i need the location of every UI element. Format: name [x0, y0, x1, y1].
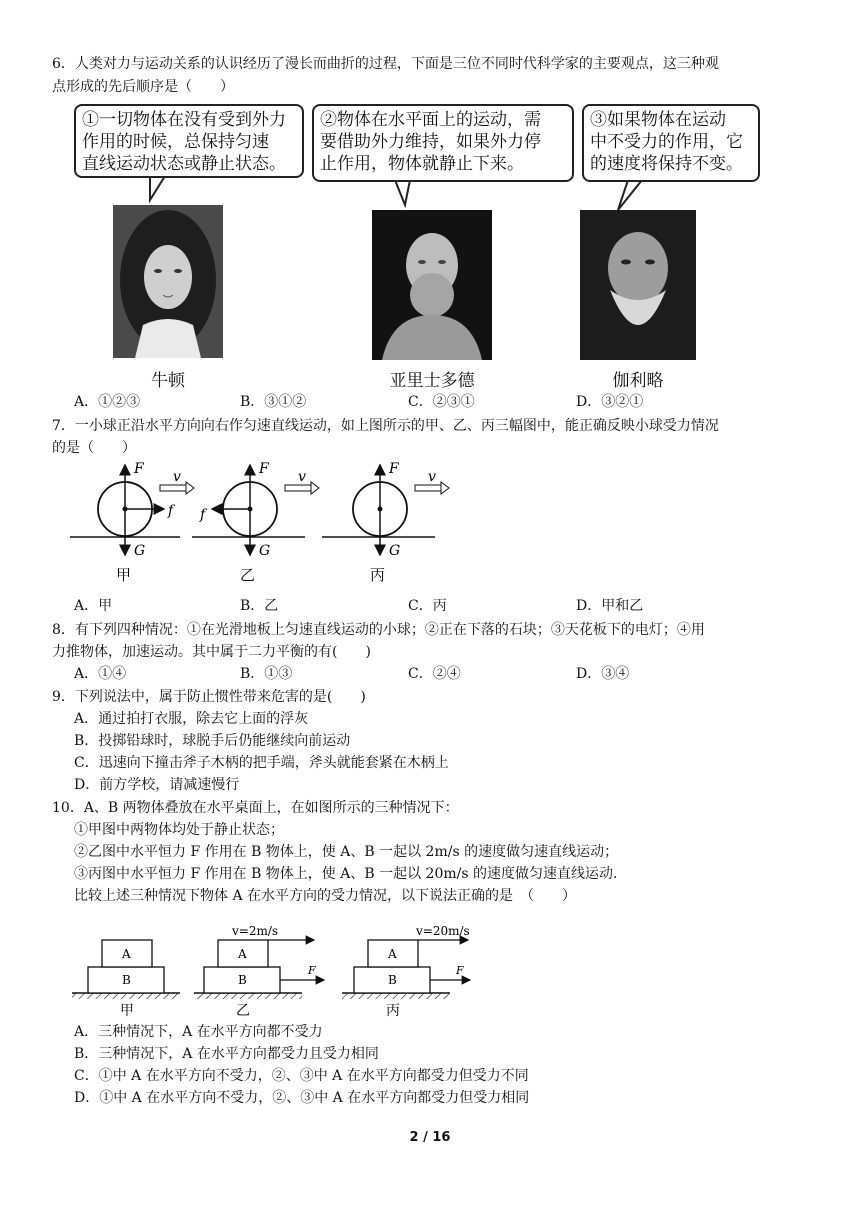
block-diagram-jia [72, 940, 180, 1019]
q6-stem-line2: 点形成的先后顺序是（ ） [52, 79, 234, 95]
q8-option-a[interactable]: A．①④ [74, 666, 127, 682]
svg-text:B: B [238, 973, 247, 987]
yi-G-label: G [259, 543, 271, 559]
bing-F-label: F [389, 461, 399, 477]
q6-bubble-galileo: ③如果物体在运动 中不受力的作用，它 的速度将保持不变。 [582, 104, 760, 182]
svg-text:A: A [238, 947, 247, 961]
q9-stem: 9．下列说法中，属于防止惯性带来危害的是( ) [52, 689, 366, 705]
aristotle-name: 亚里士多德 [389, 371, 475, 391]
q8-stem-line2: 力推物体，加速运动。其中属于二力平衡的有( ) [52, 644, 371, 660]
svg-text:B: B [388, 973, 397, 987]
yi-f-label: f [200, 507, 206, 523]
svg-text:F: F [456, 964, 464, 977]
svg-text:A: A [122, 947, 131, 961]
q9-option-a[interactable]: A．通过拍打衣服，除去它上面的浮灰 [74, 711, 309, 727]
yi-caption: 乙 [240, 566, 256, 584]
q10-option-a[interactable]: A．三种情况下，A 在水平方向都不受力 [74, 1024, 323, 1040]
q8-stem-line1: 8．有下列四种情况：①在光滑地板上匀速直线运动的小球；②正在下落的石块；③天花板下的电灯；④用 [52, 622, 705, 638]
q7-option-d[interactable]: D．甲和乙 [576, 598, 644, 614]
svg-text:v=20m/s: v=20m/s [416, 924, 470, 938]
yi-v-label: v [298, 469, 306, 485]
q9-option-b[interactable]: B．投掷铅球时，球脱手后仍能继续向前运动 [74, 733, 351, 749]
diagram-yi [192, 461, 319, 584]
newton-name: 牛顿 [151, 371, 185, 391]
svg-text:A: A [388, 947, 397, 961]
q6-option-b[interactable]: B．③①② [240, 394, 307, 410]
bing-G-label: G [389, 543, 401, 559]
jia-caption: 甲 [116, 566, 132, 584]
q6-option-d[interactable]: D．③②① [576, 394, 644, 410]
jia-f-label: f [168, 503, 174, 519]
galileo-portrait [580, 210, 696, 360]
svg-text:乙: 乙 [236, 1003, 250, 1019]
q10-item-3: ③丙图中水平恒力 F 作用在 B 物体上，使 A、B 一起以 20m/s 的速度做匀速直线运动． [74, 866, 627, 882]
block-diagram-yi [194, 924, 324, 1019]
q6-option-a[interactable]: A．①②③ [74, 394, 141, 410]
jia-v-label: v [173, 469, 181, 485]
q10-item-2: ②乙图中水平恒力 F 作用在 B 物体上，使 A、B 一起以 2m/s 的速度做匀速直线运动； [74, 844, 619, 860]
q7-option-b[interactable]: B．乙 [240, 598, 279, 614]
bing-caption: 丙 [370, 566, 386, 584]
newton-portrait [113, 205, 223, 358]
svg-text:F: F [308, 964, 316, 977]
q6-bubble-aristotle: ②物体在水平面上的运动，需 要借助外力维持，如果外力停 止作用，物体就静止下来。 [312, 104, 574, 182]
q7-stem-line2: 的是（ ） [52, 440, 136, 456]
jia-F-label: F [134, 461, 144, 477]
q6-bubble-newton: ①一切物体在没有受到外力 作用的时候，总保持匀速 直线运动状态或静止状态。 [74, 104, 304, 178]
q8-option-b[interactable]: B．①③ [240, 666, 293, 682]
svg-text:丙: 丙 [386, 1003, 400, 1019]
q8-option-d[interactable]: D．③④ [576, 666, 630, 682]
q7-force-diagrams [60, 455, 480, 590]
svg-text:甲: 甲 [120, 1003, 134, 1019]
bing-v-label: v [428, 469, 436, 485]
q10-stem: 10．A、B 两物体叠放在水平桌面上，在如图所示的三种情况下： [52, 800, 459, 816]
q6-option-c[interactable]: C．②③① [408, 394, 475, 410]
galileo-name: 伽利略 [612, 371, 664, 391]
q8-option-c[interactable]: C．②④ [408, 666, 461, 682]
q9-option-c[interactable]: C．迅速向下撞击斧子木柄的把手端，斧头就能套紧在木柄上 [74, 755, 449, 771]
q10-option-b[interactable]: B．三种情况下，A 在水平方向都受力且受力相同 [74, 1046, 379, 1062]
q10-option-c[interactable]: C．①中 A 在水平方向不受力，②、③中 A 在水平方向都受力但受力不同 [74, 1068, 529, 1084]
q7-option-a[interactable]: A．甲 [74, 598, 113, 614]
diagram-jia [70, 461, 194, 584]
q7-stem-line1: 7．一小球正沿水平方向向右作匀速直线运动，如上图所示的甲、乙、丙三幅图中，能正确反映小球受力情况 [52, 418, 719, 434]
svg-text:v=2m/s: v=2m/s [232, 924, 279, 938]
aristotle-portrait [372, 210, 492, 360]
svg-text:B: B [122, 973, 131, 987]
page-number: 2 / 16 [409, 1130, 451, 1145]
diagram-bing [322, 461, 449, 584]
q6-stem-line1: 6．人类对力与运动关系的认识经历了漫长而曲折的过程，下面是三位不同时代科学家的主要观点，这三种观 [52, 56, 719, 72]
yi-F-label: F [259, 461, 269, 477]
q7-option-c[interactable]: C．丙 [408, 598, 447, 614]
jia-G-label: G [134, 543, 146, 559]
block-diagram-bing [342, 924, 470, 1019]
q10-item-1: ①甲图中两物体均处于静止状态； [74, 822, 284, 838]
q9-option-d[interactable]: D．前方学校，请减速慢行 [74, 777, 240, 793]
q10-block-diagrams [64, 920, 484, 1020]
q10-question: 比较上述三种情况下物体 A 在水平方向的受力情况，以下说法正确的是 （ ） [74, 888, 577, 904]
q10-option-d[interactable]: D．①中 A 在水平方向不受力，②、③中 A 在水平方向都受力但受力相同 [74, 1090, 530, 1106]
